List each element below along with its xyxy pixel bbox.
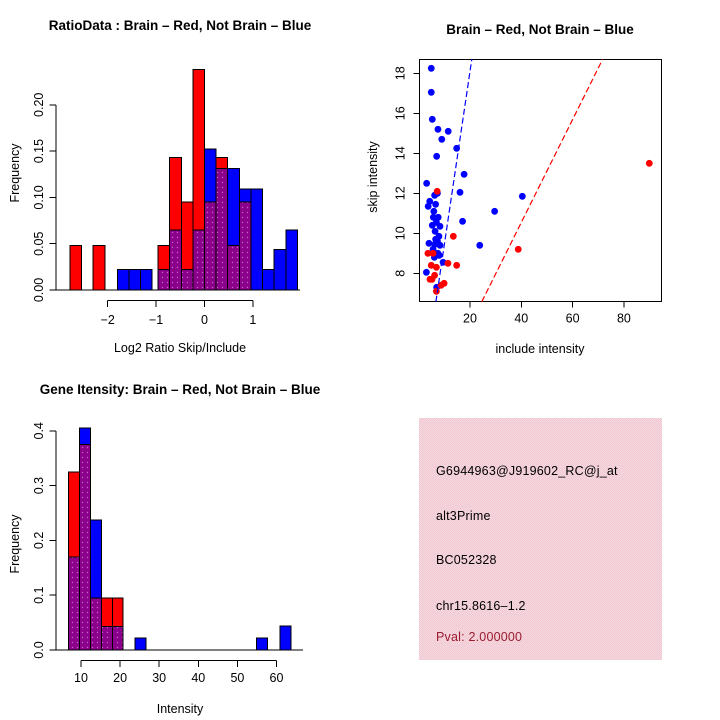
y-tick-label: 16	[393, 106, 408, 121]
x-tick-label: 60	[565, 311, 580, 326]
point-brain	[433, 264, 440, 271]
scatter-title: Brain – Red, Not Brain – Blue	[446, 22, 634, 37]
y-tick-label: 0.15	[32, 138, 46, 164]
panel-gene-intensity-histogram	[0, 360, 360, 720]
x-tick-label: 60	[269, 671, 284, 685]
hist-bar	[274, 249, 286, 290]
pval-text: Pval: 2.000000	[436, 630, 523, 644]
x-tick-label: 30	[152, 671, 167, 685]
hist-bar-overlap	[216, 169, 228, 290]
x-tick-label: 1	[249, 313, 257, 327]
y-tick-label: 0.4	[32, 422, 46, 440]
ratio-histogram-canvas	[0, 0, 360, 360]
hist-bar-overlap	[170, 230, 182, 290]
point-not-brain	[423, 269, 430, 276]
point-not-brain	[435, 126, 442, 133]
point-not-brain	[433, 219, 440, 226]
hist-bar	[263, 270, 275, 290]
point-not-brain	[429, 116, 436, 123]
x-tick-label: 0	[201, 313, 208, 327]
gene-histogram-ylabel: Frequency	[8, 514, 22, 574]
hist-bar-overlap	[79, 445, 90, 651]
hist-bar	[257, 638, 268, 650]
point-not-brain	[430, 208, 437, 215]
x-tick-label: 10	[74, 671, 88, 685]
x-tick-label: 20	[113, 671, 128, 685]
point-not-brain	[459, 218, 466, 225]
x-tick-label: 40	[514, 311, 529, 326]
scatter-points	[423, 65, 653, 295]
point-not-brain	[433, 153, 440, 160]
hist-bar-overlap	[68, 557, 79, 650]
y-tick-label: 14	[393, 146, 408, 161]
scatter-canvas	[360, 0, 720, 360]
point-brain	[430, 250, 437, 257]
hist-bar	[251, 189, 263, 290]
fit-lines	[436, 59, 603, 301]
point-not-brain	[519, 193, 526, 200]
point-not-brain	[438, 136, 445, 143]
hist-bar-overlap	[101, 626, 112, 650]
point-brain	[434, 188, 441, 195]
y-tick-label: 0.10	[32, 185, 46, 210]
ratio-histogram-ylabel: Frequency	[8, 143, 22, 203]
panel-ratio-histogram	[0, 0, 360, 360]
y-tick-label: 0.05	[32, 231, 46, 256]
hist-bars	[70, 70, 297, 290]
hist-bar	[286, 230, 298, 290]
axes	[413, 59, 661, 307]
y-tick-label: 0.2	[32, 531, 46, 550]
hist-bar	[117, 270, 129, 290]
scatter-ylabel: skip intensity	[366, 141, 380, 213]
probe-id-text: G6944963@J919602_RC@j_at	[436, 464, 618, 478]
point-brain	[427, 276, 434, 283]
hist-bar-overlap	[239, 202, 251, 290]
x-tick-label: 50	[230, 671, 245, 685]
hist-bar-overlap	[112, 626, 123, 650]
hist-bar	[129, 270, 141, 290]
point-brain	[445, 260, 452, 267]
panel-gene-info	[360, 360, 720, 720]
gene-info-box	[419, 418, 662, 660]
point-brain	[646, 160, 653, 167]
hist-bar	[141, 270, 153, 290]
gene-histogram-xlabel: Intensity	[156, 702, 204, 716]
hist-bar	[280, 626, 291, 650]
scatter-xlabel: include intensity	[495, 342, 585, 356]
hist-bar-overlap	[205, 202, 217, 290]
x-tick-label: −2	[100, 313, 115, 327]
hist-bar	[135, 638, 146, 650]
point-brain	[433, 288, 440, 295]
panel-intensity-scatter	[360, 0, 720, 360]
locus-text: chr15.8616–1.2	[436, 599, 526, 613]
point-not-brain	[425, 203, 432, 210]
x-tick-label: 20	[463, 311, 477, 326]
gene-histogram-canvas	[0, 360, 360, 720]
point-not-brain	[445, 128, 452, 135]
accession-text: BC052328	[436, 553, 497, 567]
point-not-brain	[426, 240, 433, 247]
point-not-brain	[428, 89, 435, 96]
ratio-histogram-xlabel: Log2 Ratio Skip/Include	[113, 341, 247, 355]
y-tick-label: 0.3	[32, 476, 47, 495]
hist-bar-overlap	[181, 270, 193, 290]
y-tick-label: 0.20	[32, 92, 46, 117]
y-tick-label: 18	[393, 66, 408, 81]
point-not-brain	[461, 171, 468, 178]
y-tick-label: 0.0	[32, 641, 46, 659]
point-not-brain	[432, 201, 439, 208]
y-tick-label: 10	[393, 226, 408, 241]
hist-bar-overlap	[228, 246, 240, 290]
hist-bar-overlap	[158, 270, 170, 290]
point-brain	[453, 262, 460, 269]
gene-histogram-title: Gene Itensity: Brain – Red, Not Brain – Blue	[39, 382, 321, 397]
y-tick-label: 0.1	[32, 586, 46, 604]
point-not-brain	[476, 242, 483, 249]
hist-bars	[68, 428, 290, 650]
hist-bar-overlap	[193, 230, 205, 290]
hist-bar-overlap	[90, 598, 101, 650]
point-brain	[515, 246, 522, 253]
point-brain	[450, 233, 457, 240]
y-tick-label: 8	[393, 269, 408, 277]
ratio-histogram-title: RatioData : Brain – Red, Not Brain – Blue	[48, 18, 312, 33]
x-tick-label: −1	[148, 313, 164, 327]
point-not-brain	[434, 238, 441, 245]
point-not-brain	[423, 180, 430, 187]
y-tick-label: 0.00	[32, 277, 46, 303]
y-tick-label: 12	[393, 186, 408, 201]
x-tick-label: 80	[616, 311, 631, 326]
point-not-brain	[428, 65, 435, 72]
hist-bar	[70, 246, 82, 290]
hist-bar	[93, 246, 105, 290]
splice-type-text: alt3Prime	[436, 509, 491, 523]
red-fit-line	[482, 59, 603, 301]
x-tick-label: 40	[191, 671, 206, 685]
point-not-brain	[457, 189, 464, 196]
point-not-brain	[491, 208, 498, 215]
